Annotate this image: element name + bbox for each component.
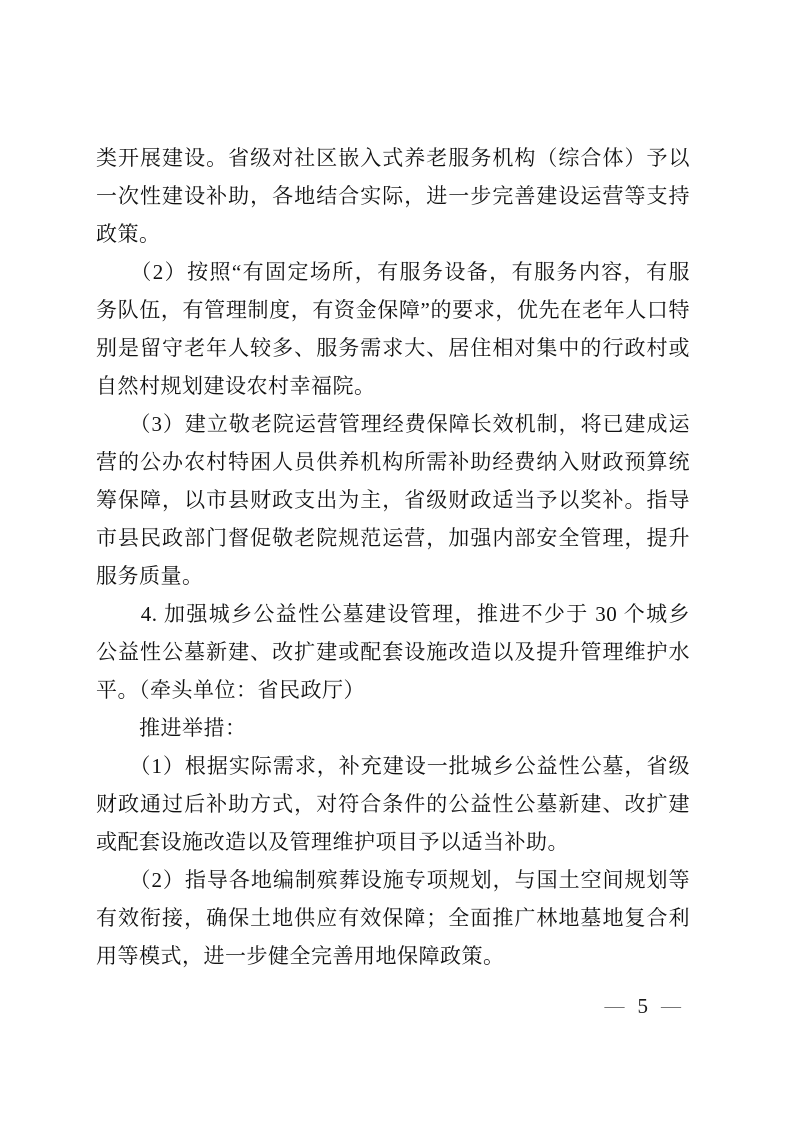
text-line: 有效衔接，确保土地供应有效保障；全面推广林地墓地复合利: [96, 906, 690, 930]
text-line: （1）根据实际需求，补充建设一批城乡公益性公墓，省级: [96, 754, 690, 778]
text-line: 一次性建设补助，各地结合实际，进一步完善建设运营等支持: [96, 184, 690, 208]
paragraph-item-3: [96, 405, 690, 595]
paragraph-measure-1: [96, 747, 690, 861]
text-line: 筹保障，以市县财政支出为主，省级财政适当予以奖补。指导: [96, 488, 690, 512]
footer-dash-left: —: [604, 995, 625, 1017]
text-line: 财政通过后补助方式，对符合条件的公益性公墓新建、改扩建: [96, 792, 690, 816]
text-line: 推进举措：: [96, 716, 247, 740]
paragraph-item-2: [96, 253, 690, 405]
paragraph-task-4: [96, 595, 690, 709]
document-body: [96, 139, 690, 975]
paragraph-measures-heading: [96, 709, 690, 747]
text-line: 自然村规划建设农村幸福院。: [96, 374, 376, 398]
text-line: 类开展建设。省级对社区嵌入式养老服务机构（综合体）予以: [96, 146, 690, 170]
page-footer: [605, 992, 682, 1020]
text-line: 别是留守老年人较多、服务需求大、居住相对集中的行政村或: [96, 336, 690, 360]
paragraph-continuation: [96, 139, 690, 253]
text-line: 用等模式，进一步健全完善用地保障政策。: [96, 944, 505, 968]
text-line: 务队伍，有管理制度，有资金保障”的要求，优先在老年人口特: [96, 298, 690, 322]
text-line: （3）建立敬老院运营管理经费保障长效机制，将已建成运: [96, 412, 690, 436]
text-line: 4. 加强城乡公益性公墓建设管理，推进不少于 30 个城乡: [96, 602, 690, 626]
text-line: 公益性公墓新建、改扩建或配套设施改造以及提升管理维护水: [96, 640, 690, 664]
page-number: 5: [637, 993, 648, 1018]
text-line: 服务质量。: [96, 564, 204, 588]
footer-dash-right: —: [661, 995, 681, 1017]
paragraph-measure-2: [96, 861, 690, 975]
text-line: 平。（牵头单位：省民政厅）: [96, 678, 365, 702]
text-line: 营的公办农村特困人员供养机构所需补助经费纳入财政预算统: [96, 450, 690, 474]
text-line: （2）指导各地编制殡葬设施专项规划，与国土空间规划等: [96, 868, 690, 892]
text-line: 市县民政部门督促敬老院规范运营，加强内部安全管理，提升: [96, 526, 690, 550]
text-line: 政策。: [96, 222, 161, 246]
text-line: （2）按照“有固定场所，有服务设备，有服务内容，有服: [96, 260, 690, 284]
text-line: 或配套设施改造以及管理维护项目予以适当补助。: [96, 830, 569, 854]
